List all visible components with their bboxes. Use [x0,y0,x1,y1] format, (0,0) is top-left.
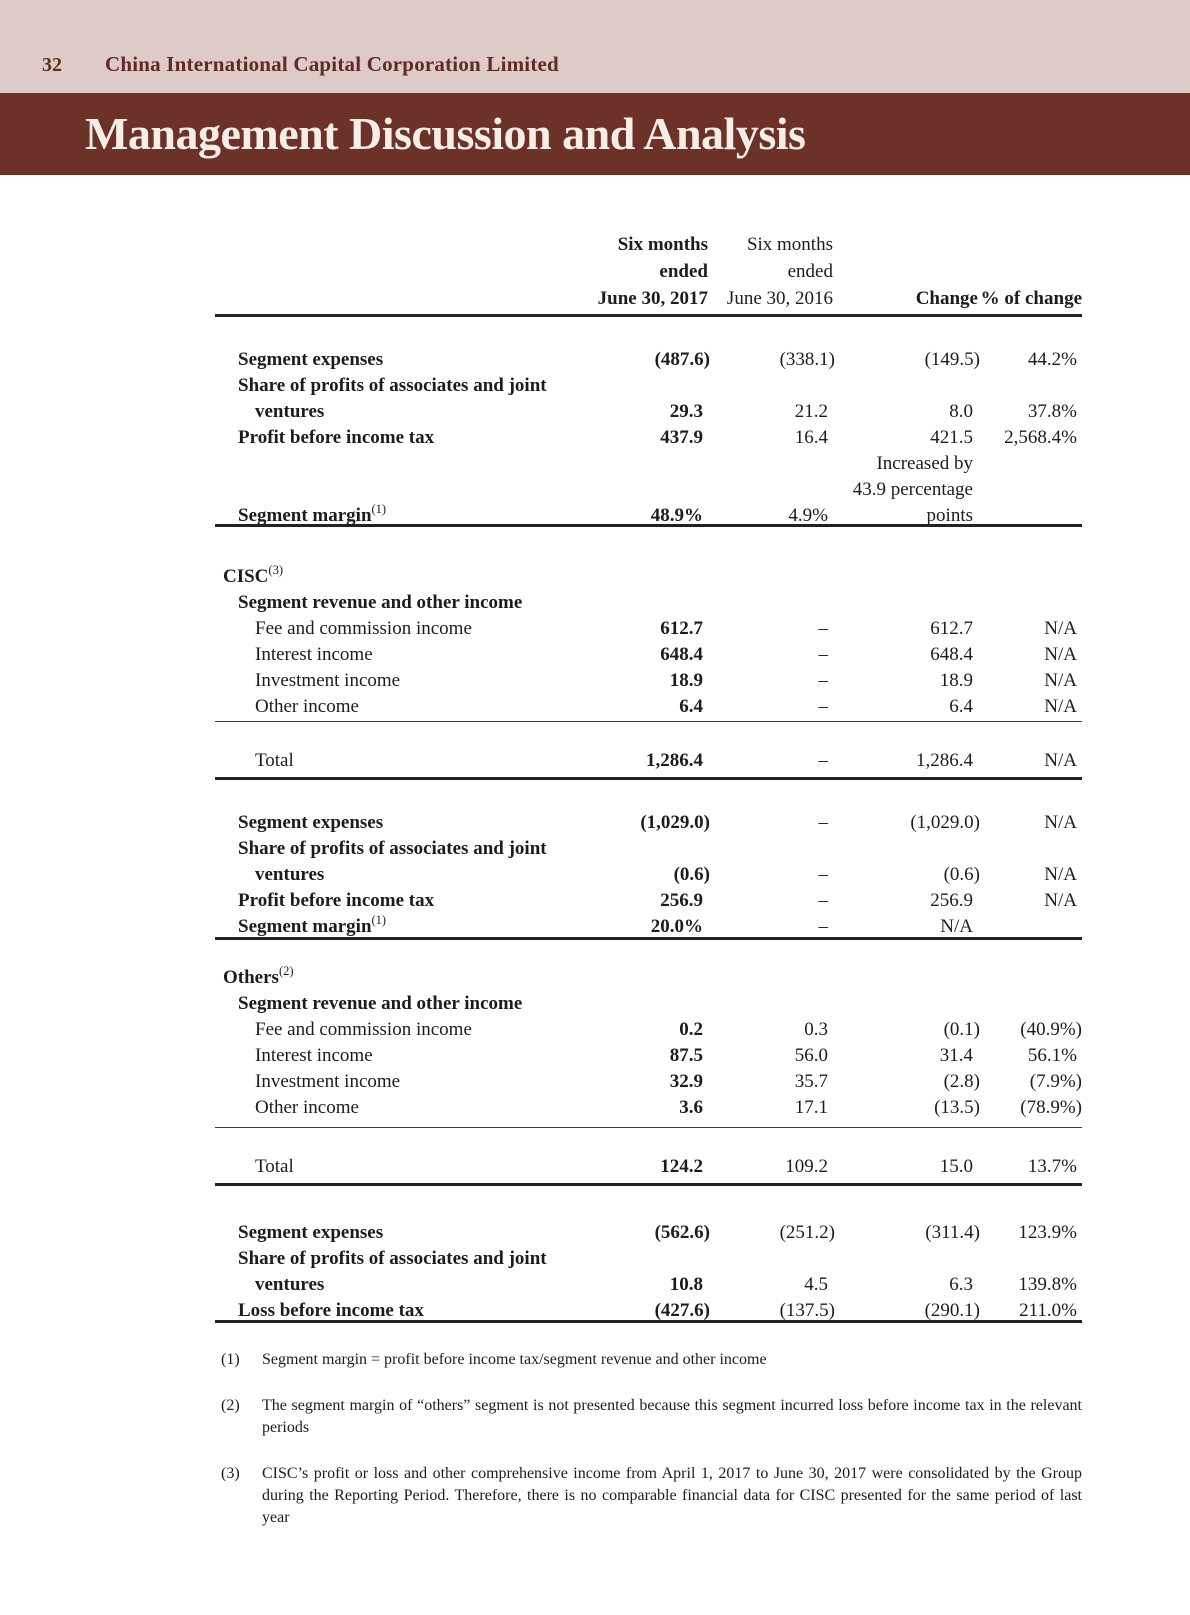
footnote-number: (3) [221,1465,240,1482]
cell-change [835,965,980,991]
cell-2017 [630,477,710,503]
cell-2017 [630,991,710,1017]
row-label: Segment expenses [238,1222,384,1243]
cell-pct-change: 37.8% [1027,401,1077,422]
cell-2016: – [818,750,828,771]
row-label-cell [215,1246,630,1272]
table-header-row [215,231,1082,312]
row-label-cell [215,1017,630,1043]
page-header-band [0,0,1190,93]
table-row [215,862,1082,888]
cell-pct-change [980,503,1082,529]
cell-pct-change: 13.7% [1027,1156,1077,1177]
cell-2016 [710,1246,835,1272]
financial-table [215,231,1082,1529]
row-label-cell [215,1154,630,1180]
cell-2016: 4.9% [788,505,828,526]
cell-pct-change: N/A [1044,750,1077,771]
cell-pct-change [980,1246,1082,1272]
cell-2017: 648.4 [660,644,703,665]
row-label: Segment revenue and other income [238,993,523,1014]
cell-2017: 437.9 [660,427,703,448]
row-label-cell [215,564,630,590]
header-col-pct-change: % of change [980,288,1082,309]
cell-2017: 6.4 [679,696,703,717]
row-label-cell [215,862,630,888]
table-row [215,347,1082,373]
cell-pct-change [980,836,1082,862]
cell-pct-change: 139.8% [1018,1274,1077,1295]
row-label: Segment expenses [238,349,384,370]
cell-2016: 4.5 [804,1274,828,1295]
cell-2017: 612.7 [660,618,703,639]
row-label-cell [215,991,630,1017]
cell-pct-change: 2,568.4% [1004,427,1077,448]
cell-pct-change: 44.2% [1027,349,1077,370]
cell-2017 [630,590,710,616]
table-row [215,965,1082,991]
cell-change: 6.4 [949,696,973,717]
company-name: China International Capital Corporation Limited [105,52,559,76]
cell-change: Increased by [876,453,973,474]
footnote-ref: (2) [278,963,294,978]
row-label-cell [215,616,630,642]
row-label-cell [215,477,630,503]
cell-change: 8.0 [949,401,973,422]
cell-2017: 20.0% [650,916,703,937]
cell-2017: (487.6) [654,349,710,370]
cell-2017: (427.6) [654,1300,710,1321]
cell-2017 [630,451,710,477]
table-row [215,810,1082,836]
footnote-ref: (1) [371,501,387,516]
cell-2016 [710,373,835,399]
cell-change: points [926,505,973,526]
row-label: Share of profits of associates and joint [238,375,547,396]
row-label: Investment income [255,670,401,691]
cell-2017 [630,965,710,991]
cell-pct-change [980,991,1082,1017]
cell-change: 1,286.4 [916,750,973,771]
spacer [215,317,1082,347]
table-row [215,399,1082,425]
cell-change: 6.3 [949,1274,973,1295]
footnote-ref: (3) [268,562,283,577]
row-label: Loss before income tax [238,1300,424,1321]
cell-2016: 17.1 [794,1097,828,1118]
table-row [215,1069,1082,1095]
cell-pct-change [980,564,1082,590]
row-label-cell [215,1043,630,1069]
table-row [215,425,1082,451]
cell-2017: 29.3 [669,401,703,422]
cell-2017: 256.9 [660,890,703,911]
cell-2016: – [818,618,828,639]
table-row [215,451,1082,477]
row-label-cell [215,503,630,529]
cell-2016: – [818,696,828,717]
cell-2016: – [818,670,828,691]
table-row [215,1220,1082,1246]
cell-2017: 87.5 [669,1045,703,1066]
row-label: Share of profits of associates and joint [238,838,547,859]
row-label-cell [215,836,630,862]
cell-2017: 10.8 [669,1274,703,1295]
table-row [215,1017,1082,1043]
row-label-cell [215,1069,630,1095]
row-label: Segment margin [238,916,372,937]
row-label: Interest income [255,1045,373,1066]
cell-2017 [630,564,710,590]
cell-change: 31.4 [939,1045,973,1066]
row-label-cell [215,399,630,425]
header-line: ended [659,261,708,282]
cell-pct-change: 123.9% [1018,1222,1077,1243]
cell-2016 [710,451,835,477]
table-row [215,1095,1082,1121]
cell-2016 [710,564,835,590]
row-label: Other income [255,1097,359,1118]
spacer [215,1186,1082,1220]
cell-change [835,564,980,590]
cell-change: (0.1) [943,1019,980,1040]
row-label-cell [215,810,630,836]
footnote-text: The segment margin of “others” segment is not presented because this segment incurred loss before income tax in the relevant periods [262,1397,1082,1436]
table-row [215,694,1082,720]
footnote [215,1463,1082,1529]
cell-pct-change: N/A [1044,670,1077,691]
cell-change: 256.9 [930,890,973,911]
table-row [215,836,1082,862]
header-col-2016 [710,231,835,312]
cell-change: (290.1) [924,1300,980,1321]
cell-change: (13.5) [934,1097,980,1118]
cell-change: 43.9 percentage [852,479,973,500]
cell-2016 [710,991,835,1017]
cell-2017: (0.6) [673,864,710,885]
cell-pct-change [980,914,1082,940]
table-row [215,1246,1082,1272]
table-row [215,564,1082,590]
cell-pct-change: N/A [1044,644,1077,665]
cell-2016: 0.3 [804,1019,828,1040]
header-col-change: Change [915,288,978,309]
cell-change [835,836,980,862]
cell-2017: 48.9% [650,505,703,526]
table-row [215,668,1082,694]
cell-2017 [630,836,710,862]
cell-2016 [710,477,835,503]
cell-2017 [630,373,710,399]
table-row [215,748,1082,774]
cell-pct-change: N/A [1044,696,1077,717]
row-label: ventures [255,1274,325,1295]
cell-change: (311.4) [925,1222,980,1243]
cell-pct-change: N/A [1044,812,1077,833]
cell-pct-change: 56.1% [1027,1045,1077,1066]
row-label: Total [255,750,294,771]
cell-2016: (338.1) [779,349,835,370]
cell-change: N/A [940,916,973,937]
table-row [215,503,1082,529]
table-row [215,477,1082,503]
cell-change: (149.5) [924,349,980,370]
cell-2017: 32.9 [669,1071,703,1092]
spacer [215,722,1082,748]
cell-change [835,991,980,1017]
row-label-cell [215,748,630,774]
row-label-cell [215,965,630,991]
cell-change [835,373,980,399]
cell-change: (0.6) [943,864,980,885]
cell-2016: (137.5) [779,1300,835,1321]
cell-pct-change: N/A [1044,890,1077,911]
row-label: Others [223,967,279,988]
footnote-text: Segment margin = profit before income tax/segment revenue and other income [262,1351,767,1368]
cell-2016: – [818,916,828,937]
title-band [0,93,1190,175]
row-label: Other income [255,696,359,717]
footnote-number: (2) [221,1397,240,1414]
row-label: Profit before income tax [238,890,435,911]
cell-pct-change [980,373,1082,399]
row-label-cell [215,373,630,399]
table-row [215,1043,1082,1069]
row-label-cell [215,425,630,451]
spacer [215,1128,1082,1154]
cell-2016: (251.2) [779,1222,835,1243]
cell-2016 [710,965,835,991]
page-title: Management Discussion and Analysis [85,108,806,159]
cell-2016: 35.7 [794,1071,828,1092]
cell-2016 [710,590,835,616]
row-label-cell [215,347,630,373]
cell-change: 18.9 [939,670,973,691]
row-label-cell [215,1272,630,1298]
table-row [215,1154,1082,1180]
cell-2016: – [818,812,828,833]
footnote-number: (1) [221,1351,240,1368]
row-label: Investment income [255,1071,401,1092]
cell-2017: 0.2 [679,1019,703,1040]
row-label: Interest income [255,644,373,665]
footnote-ref: (1) [371,912,387,927]
header-col-2017 [505,231,710,312]
cell-2016: – [818,890,828,911]
row-label-cell [215,642,630,668]
row-label: Segment margin [238,505,372,526]
header-line: Six months [617,234,708,255]
cell-2016: 109.2 [785,1156,828,1177]
cell-2016: – [818,864,828,885]
footnote-text: CISC’s profit or loss and other comprehensive income from April 1, 2017 to June 30, 2017 were consolidated by the Group during the Reporting Period. Therefore, there is no comparable financial data for CISC presented for the same period of last year [262,1465,1082,1526]
cell-change: (1,029.0) [910,812,980,833]
row-label: ventures [255,864,325,885]
cell-2017: 18.9 [669,670,703,691]
header-line: June 30, 2017 [597,288,708,309]
row-label: ventures [255,401,325,422]
cell-2017: (562.6) [654,1222,710,1243]
footnote [215,1395,1082,1439]
cell-change: (2.8) [943,1071,980,1092]
row-label: Profit before income tax [238,427,435,448]
cell-2017 [630,1246,710,1272]
cell-pct-change [980,477,1082,503]
cell-pct-change: (40.9%) [1020,1019,1082,1040]
table-row [215,991,1082,1017]
row-label-cell [215,451,630,477]
table-row [215,1272,1082,1298]
row-label-cell [215,694,630,720]
cell-pct-change: N/A [1044,618,1077,639]
row-label: Segment revenue and other income [238,592,523,613]
row-label-cell [215,1095,630,1121]
cell-2016: 21.2 [794,401,828,422]
row-label: Segment expenses [238,812,384,833]
cell-pct-change: N/A [1044,864,1077,885]
cell-pct-change: (78.9%) [1020,1097,1082,1118]
financial-table-body [215,317,1082,1323]
row-label-cell [215,668,630,694]
row-label-cell [215,888,630,914]
cell-2017: 124.2 [660,1156,703,1177]
cell-pct-change [980,590,1082,616]
cell-2016: – [818,644,828,665]
footnotes [215,1349,1082,1529]
header-line: June 30, 2016 [726,288,833,309]
table-row [215,373,1082,399]
cell-pct-change: 211.0% [1019,1300,1077,1321]
cell-2017: 1,286.4 [646,750,703,771]
table-row [215,914,1082,940]
cell-change [835,590,980,616]
cell-2016: 56.0 [794,1045,828,1066]
table-row [215,590,1082,616]
cell-2016 [710,836,835,862]
cell-change: 421.5 [930,427,973,448]
header-line: Six months [746,234,833,255]
footnote [215,1349,1082,1371]
cell-pct-change [980,965,1082,991]
row-label: Total [255,1156,294,1177]
cell-change: 648.4 [930,644,973,665]
spacer [215,527,1082,564]
row-label: Share of profits of associates and joint [238,1248,547,1269]
spacer [215,940,1082,965]
cell-change: 612.7 [930,618,973,639]
table-row [215,616,1082,642]
row-label: CISC [223,566,269,587]
table-row [215,642,1082,668]
row-label: Fee and commission income [255,1019,472,1040]
row-label-cell [215,914,630,940]
cell-pct-change: (7.9%) [1029,1071,1082,1092]
cell-pct-change [980,451,1082,477]
row-label-cell [215,590,630,616]
spacer [215,780,1082,810]
row-label-cell [215,1220,630,1246]
row-label-cell [215,1298,630,1324]
header-line: ended [787,261,833,282]
cell-change: 15.0 [939,1156,973,1177]
cell-2016: 16.4 [794,427,828,448]
cell-change [835,1246,980,1272]
page-number: 32 [42,54,62,76]
cell-2017: (1,029.0) [640,812,710,833]
table-row [215,888,1082,914]
row-label: Fee and commission income [255,618,472,639]
table-row [215,1298,1082,1324]
cell-2017: 3.6 [679,1097,703,1118]
